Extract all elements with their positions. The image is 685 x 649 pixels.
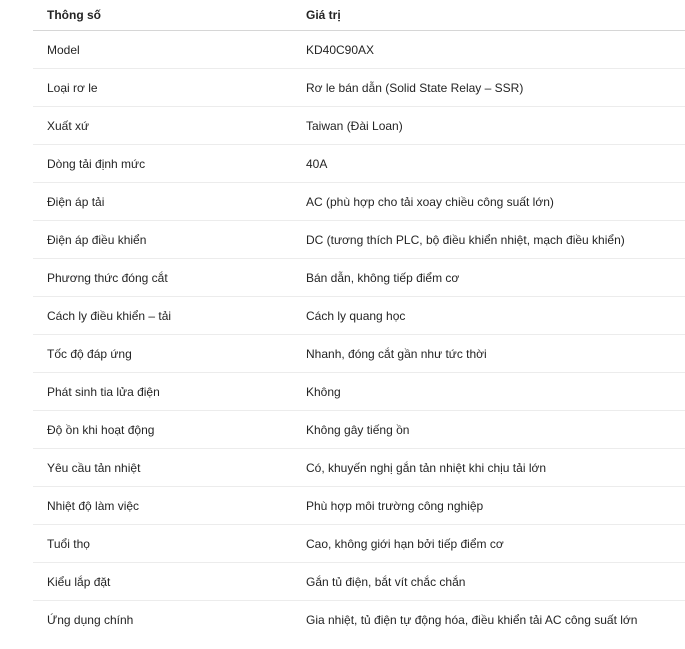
- value-cell: Có, khuyến nghị gắn tản nhiệt khi chịu tải lớn: [292, 449, 685, 487]
- column-header-parameter: Thông số: [33, 0, 292, 31]
- table-body: [33, 31, 685, 639]
- value-cell: Rơ le bán dẫn (Solid State Relay – SSR): [292, 69, 685, 107]
- value-cell: AC (phù hợp cho tải xoay chiều công suất lớn): [292, 183, 685, 221]
- value-cell: Bán dẫn, không tiếp điểm cơ: [292, 259, 685, 297]
- table-header-row: [33, 0, 685, 31]
- value-cell: Không: [292, 373, 685, 411]
- parameter-cell: Ứng dụng chính: [47, 612, 134, 627]
- table-row: [33, 107, 685, 145]
- table-row: [33, 449, 685, 487]
- value-cell: KD40C90AX: [292, 31, 685, 69]
- parameter-cell: Tốc độ đáp ứng: [33, 335, 292, 373]
- table-row: [33, 373, 685, 411]
- parameter-cell: Loại rơ le: [33, 69, 292, 107]
- table-row: [33, 31, 685, 69]
- value-cell: 40A: [292, 145, 685, 183]
- value-cell: Phù hợp môi trường công nghiệp: [292, 487, 685, 525]
- table-row: [33, 411, 685, 449]
- table-row: [33, 221, 685, 259]
- parameter-cell: Phương thức đóng cắt: [33, 259, 292, 297]
- table-row: [33, 335, 685, 373]
- parameter-cell: Cách ly điều khiển – tải: [33, 297, 292, 335]
- value-cell: Cao, không giới hạn bởi tiếp điểm cơ: [292, 525, 685, 563]
- table-row: [33, 145, 685, 183]
- parameter-cell: Model: [33, 31, 292, 69]
- spec-table: [33, 0, 685, 638]
- value-cell: Không gây tiếng ồn: [292, 411, 685, 449]
- parameter-cell: Xuất xứ: [33, 107, 292, 145]
- parameter-cell: Điện áp tải: [33, 183, 292, 221]
- value-cell: DC (tương thích PLC, bộ điều khiển nhiệt, mạch điều khiển): [292, 221, 685, 259]
- parameter-cell: Yêu cầu tản nhiệt: [33, 449, 292, 487]
- column-header-value: Giá trị: [292, 0, 685, 31]
- table-row: [33, 601, 685, 639]
- value-cell: Gia nhiệt, tủ điện tự động hóa, điều khiển tải AC công suất lớn: [306, 612, 638, 627]
- table-row: [33, 297, 685, 335]
- table-row: [33, 525, 685, 563]
- table-row: [33, 259, 685, 297]
- parameter-cell: Nhiệt độ làm việc: [33, 487, 292, 525]
- table-row: [33, 183, 685, 221]
- table-row: [33, 563, 685, 601]
- parameter-cell: Điện áp điều khiển: [33, 221, 292, 259]
- value-cell: Cách ly quang học: [292, 297, 685, 335]
- value-cell: Taiwan (Đài Loan): [292, 107, 685, 145]
- parameter-cell: Dòng tải định mức: [33, 145, 292, 183]
- table-row: [33, 69, 685, 107]
- table-row: [33, 487, 685, 525]
- value-cell: Nhanh, đóng cắt gần như tức thời: [292, 335, 685, 373]
- parameter-cell: Phát sinh tia lửa điện: [33, 373, 292, 411]
- parameter-cell: Kiểu lắp đặt: [33, 563, 292, 601]
- parameter-cell: Tuổi thọ: [33, 525, 292, 563]
- value-cell: Gắn tủ điện, bắt vít chắc chắn: [292, 563, 685, 601]
- parameter-cell: Độ ồn khi hoạt động: [33, 411, 292, 449]
